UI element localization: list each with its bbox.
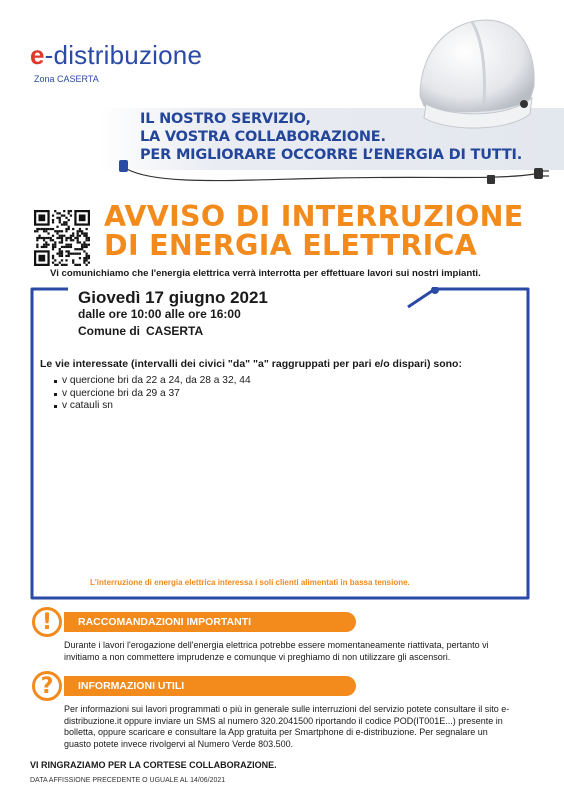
notice-intro: Vi comunichiamo che l'energia elettrica verrà interrotta per effettuare lavori sui nostri impianti.: [50, 268, 481, 279]
interruption-date: Giovedì 17 giugno 2021: [78, 288, 268, 307]
exclamation-icon: !: [32, 607, 62, 637]
slogan-line-3: PER MIGLIORARE OCCORRE L’ENERGIA DI TUTTI.: [140, 147, 523, 163]
qr-code[interactable]: [34, 210, 90, 266]
thanks-text: VI RINGRAZIAMO PER LA CORTESE COLLABORAZIONE.: [30, 760, 277, 770]
notice-title-line-1: AVVISO DI INTERRUZIONE: [104, 200, 524, 233]
zone-label: Zona CASERTA: [34, 74, 99, 84]
street-item: v quercione bri da 29 a 37: [54, 388, 251, 401]
affix-date: DATA AFFISSIONE PRECEDENTE O UGUALE AL 14/06/2021: [30, 777, 226, 784]
recommendations-text: Durante i lavori l'erogazione dell'energia elettrica potrebbe essere momentaneamente riattivata, pertanto vi invitiamo a non commettere imprudenze e comunque vi preghiamo di non utilizzare gli ascensori.: [64, 640, 489, 662]
comune-value: CASERTA: [146, 324, 204, 338]
comune-label: Comune di: [78, 324, 140, 338]
logo-text: -distribuzione: [44, 40, 203, 70]
power-cord-icon: [115, 150, 555, 190]
info-text: Per informazioni sui lavori programmati o più in generale sulle interruzioni del servizio potete consultare il sito e-distribuzione.it oppure inviare un SMS al numero 320.2041500 riportando il codice POD(IT001E...) presente in bolletta, oppure scaricare e consultare la App gratuita per Smartphone di e-distribuzione. Per segnalare un guasto potete invece rivolgervi al Numero Verde 803.500.: [64, 704, 510, 749]
low-voltage-note: L'interruzione di energia elettrica interessa i soli clienti alimentati in bassa tensione.: [90, 578, 410, 587]
question-icon: ?: [32, 671, 62, 701]
recommendations-heading: RACCOMANDAZIONI IMPORTANTI: [64, 612, 356, 632]
street-item: v catauli sn: [54, 400, 251, 413]
streets-list: [54, 375, 251, 413]
street-item: v quercione bri da 22 a 24, da 28 a 32, 44: [54, 375, 251, 388]
slogan-line-1: IL NOSTRO SERVIZIO,: [140, 111, 311, 127]
streets-heading: Le vie interessate (intervalli dei civici "da" "a" raggruppati per pari e/o dispari) sono:: [40, 358, 462, 370]
notice-title-line-2: DI ENERGIA ELETTRICA: [104, 229, 478, 262]
interruption-hours: dalle ore 10:00 alle ore 16:00: [78, 307, 241, 321]
brand-logo: [30, 40, 202, 71]
slogan-line-2: LA VOSTRA COLLABORAZIONE.: [140, 129, 386, 145]
notice-title: [104, 202, 524, 260]
comune: [78, 324, 203, 338]
logo-e: e: [30, 40, 45, 70]
info-heading: INFORMAZIONI UTILI: [64, 676, 356, 696]
